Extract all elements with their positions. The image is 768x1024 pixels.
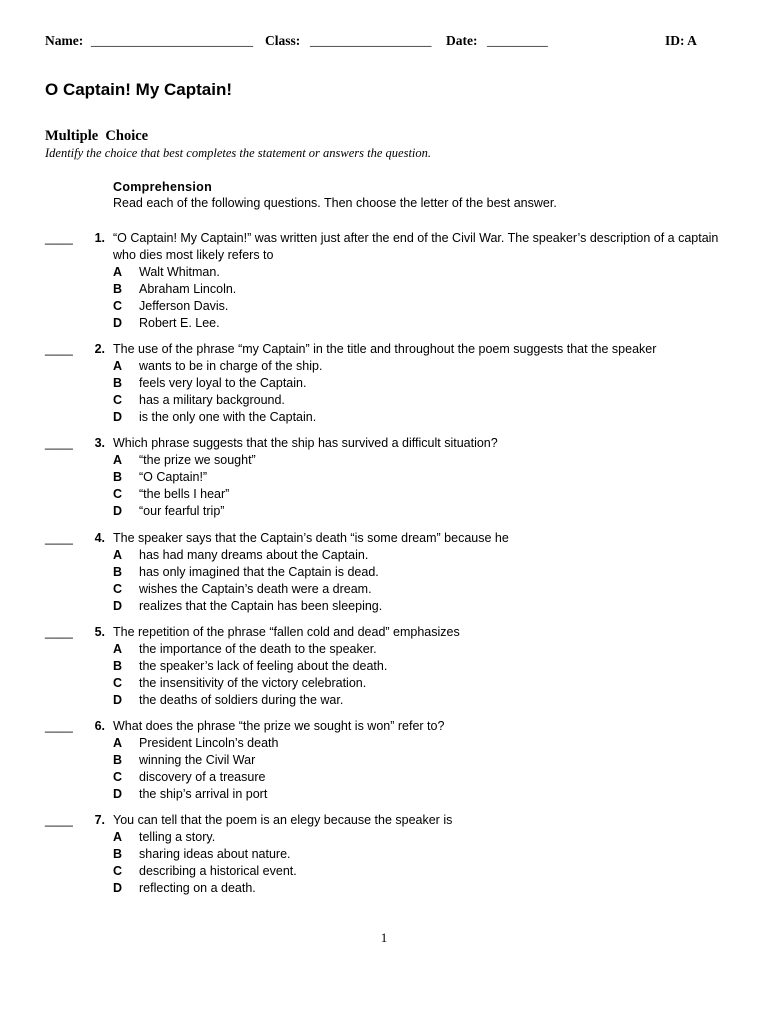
choice-letter: D [113,410,123,424]
choice-text: “the bells I hear” [139,487,230,501]
choice-text: Robert E. Lee. [139,316,220,330]
answer-blank[interactable]: ____ [45,231,73,245]
choice-d[interactable] [113,409,725,426]
choice-b[interactable] [113,281,725,298]
choice-letter: B [113,659,123,673]
date-label: Date: [446,33,478,48]
name-field[interactable]: ________________________ [91,33,253,48]
choice-text: has had many dreams about the Captain. [139,548,369,562]
question-6 [45,718,725,803]
choice-letter: D [113,787,123,801]
choice-letter: A [113,548,123,562]
choice-text: wants to be in charge of the ship. [139,359,323,373]
choice-d[interactable] [113,786,725,803]
choice-b[interactable] [113,375,725,392]
choice-c[interactable] [113,581,725,598]
choice-text: telling a story. [139,830,216,844]
choice-a[interactable] [113,452,725,469]
answer-blank[interactable]: ____ [45,719,73,733]
choice-letter: A [113,453,123,467]
choice-c[interactable] [113,675,725,692]
choice-letter: A [113,736,123,750]
choice-letter: A [113,359,123,373]
choice-text: has a military background. [139,393,285,407]
question-number: 1. [94,231,105,245]
section-instructions: Identify the choice that best completes the statement or answers the question. [45,146,432,160]
choice-text: is the only one with the Captain. [139,410,317,424]
choice-letter: A [113,265,123,279]
choice-letter: B [113,470,123,484]
choice-text: “the prize we sought” [139,453,256,467]
choice-a[interactable] [113,735,725,752]
question-5 [45,624,725,709]
question-stem: What does the phrase “the prize we sought is won” refer to? [113,719,445,733]
choice-letter: D [113,316,123,330]
choice-letter: B [113,847,123,861]
choice-letter: D [113,693,123,707]
question-number: 6. [94,719,105,733]
question-1 [45,230,725,332]
choice-letter: C [113,676,123,690]
choice-a[interactable] [113,641,725,658]
section-heading: Multiple Choice [45,128,149,144]
choice-text: the deaths of soldiers during the war. [139,693,344,707]
id-label: ID: A [665,33,697,48]
question-7 [45,812,725,897]
choice-text: “our fearful trip” [139,504,225,518]
choice-text: winning the Civil War [139,753,256,767]
choice-letter: C [113,864,123,878]
choice-b[interactable] [113,469,725,486]
choice-letter: B [113,565,123,579]
choice-text: President Lincoln’s death [139,736,279,750]
comprehension-instructions: Read each of the following questions. Then choose the letter of the best answer. [113,196,557,210]
choice-letter: B [113,753,123,767]
choice-letter: D [113,881,123,895]
choice-letter: C [113,393,123,407]
choice-letter: C [113,770,123,784]
choice-text: discovery of a treasure [139,770,266,784]
choice-d[interactable] [113,598,725,615]
choice-text: the ship’s arrival in port [139,787,268,801]
choice-c[interactable] [113,769,725,786]
question-number: 4. [94,531,105,545]
class-label: Class: [265,33,301,48]
answer-blank[interactable]: ____ [45,813,73,827]
question-number: 5. [94,625,105,639]
choice-b[interactable] [113,658,725,675]
choice-letter: B [113,376,123,390]
choice-a[interactable] [113,264,725,281]
question-stem: The repetition of the phrase “fallen cold and dead” emphasizes [113,625,460,639]
choice-c[interactable] [113,392,725,409]
choice-text: Abraham Lincoln. [139,282,237,296]
choice-text: the speaker’s lack of feeling about the death. [139,659,388,673]
question-stem: “O Captain! My Captain!” was written just after the end of the Civil War. The speaker’s description of a captain who dies most likely refers to [113,231,719,262]
choice-d[interactable] [113,503,725,520]
choice-letter: A [113,642,123,656]
choice-a[interactable] [113,358,725,375]
choice-letter: C [113,582,123,596]
page-title: O Captain! My Captain! [45,80,233,99]
header [45,33,705,53]
question-number: 3. [94,436,105,450]
question-stem: The speaker says that the Captain’s death “is some dream” because he [113,531,509,545]
choice-letter: C [113,299,123,313]
question-number: 2. [94,342,105,356]
choice-letter: C [113,487,123,501]
question-stem: You can tell that the poem is an elegy because the speaker is [113,813,453,827]
choice-letter: D [113,504,123,518]
choice-text: describing a historical event. [139,864,297,878]
choice-d[interactable] [113,692,725,709]
answer-blank[interactable]: ____ [45,436,73,450]
choice-a[interactable] [113,829,725,846]
choice-text: Jefferson Davis. [139,299,229,313]
question-3 [45,435,725,520]
choice-b[interactable] [113,564,725,581]
question-stem: The use of the phrase “my Captain” in the title and throughout the poem suggests that the speaker [113,342,657,356]
choice-text: the insensitivity of the victory celebration. [139,676,367,690]
choice-text: wishes the Captain’s death were a dream. [139,582,372,596]
date-field[interactable]: _________ [487,33,548,48]
choice-c[interactable] [113,298,725,315]
page-number: 1 [380,930,388,945]
choice-b[interactable] [113,752,725,769]
choice-d[interactable] [113,315,725,332]
choice-letter: B [113,282,123,296]
choice-letter: D [113,599,123,613]
name-label: Name: [45,33,84,48]
answer-blank[interactable]: ____ [45,625,73,639]
choice-text: has only imagined that the Captain is dead. [139,565,379,579]
choice-d[interactable] [113,880,725,897]
class-field[interactable]: __________________ [310,33,432,48]
question-stem: Which phrase suggests that the ship has survived a difficult situation? [113,436,498,450]
answer-blank[interactable]: ____ [45,531,73,545]
choice-b[interactable] [113,846,725,863]
choice-c[interactable] [113,863,725,880]
choice-text: sharing ideas about nature. [139,847,291,861]
question-number: 7. [94,813,105,827]
choice-text: feels very loyal to the Captain. [139,376,307,390]
answer-blank[interactable]: ____ [45,342,73,356]
choice-text: reflecting on a death. [139,881,256,895]
choice-letter: A [113,830,123,844]
choice-c[interactable] [113,486,725,503]
choice-text: Walt Whitman. [139,265,220,279]
question-2 [45,341,725,426]
choice-text: realizes that the Captain has been sleeping. [139,599,383,613]
choice-a[interactable] [113,547,725,564]
comprehension-heading: Comprehension [113,180,213,194]
choice-text: “O Captain!” [139,470,208,484]
question-4 [45,530,725,615]
choice-text: the importance of the death to the speaker. [139,642,377,656]
